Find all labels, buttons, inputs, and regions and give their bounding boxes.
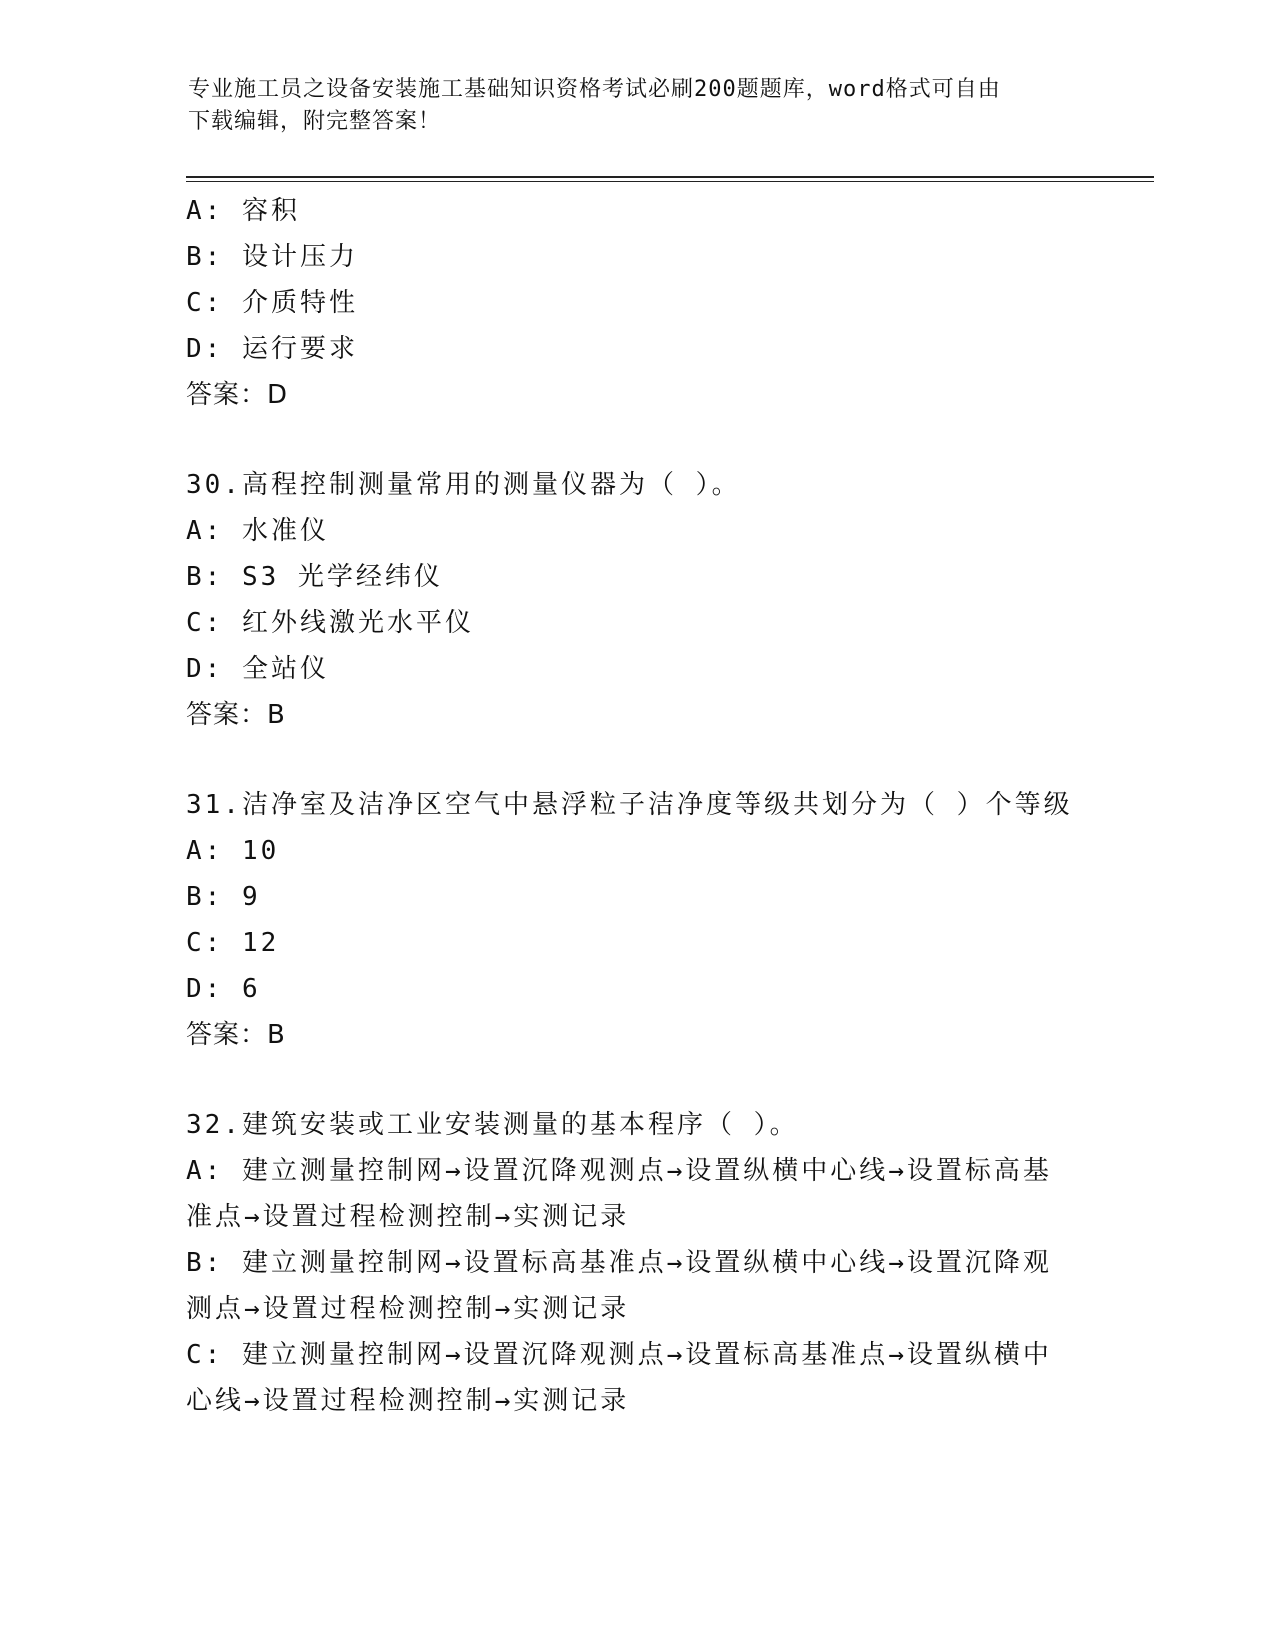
header-line-2: 下载编辑，附完整答案！ — [188, 109, 442, 134]
question-block — [186, 188, 1086, 418]
option-b: B: 建立测量控制网→设置标高基准点→设置纵横中心线→设置沉降观 — [186, 1248, 1052, 1278]
question-stem: 30.高程控制测量常用的测量仪器为（ ）。 — [186, 470, 741, 500]
question-block — [186, 1102, 1086, 1424]
question-block — [186, 462, 1086, 738]
option-d: D: 全站仪 — [186, 654, 329, 684]
option-c: C: 12 — [186, 928, 280, 958]
option-b: B: S3 光学经纬仪 — [186, 562, 443, 592]
question-stem: 32.建筑安装或工业安装测量的基本程序（ ）。 — [186, 1110, 799, 1140]
option-a: A: 水准仪 — [186, 516, 329, 546]
document-header — [188, 74, 1088, 138]
answer-line: 答案：B — [186, 1020, 286, 1050]
header-divider — [186, 176, 1154, 182]
option-b: B: 9 — [186, 882, 261, 912]
option-d: D: 运行要求 — [186, 334, 358, 364]
option-a-continued: 准点→设置过程检测控制→实测记录 — [186, 1202, 630, 1232]
answer-line: 答案：D — [186, 380, 289, 410]
answer-line: 答案：B — [186, 700, 286, 730]
question-block — [186, 782, 1086, 1058]
question-list — [186, 188, 1086, 1424]
option-a: A: 容积 — [186, 196, 300, 226]
option-b-continued: 测点→设置过程检测控制→实测记录 — [186, 1294, 630, 1324]
option-c: C: 建立测量控制网→设置沉降观测点→设置标高基准点→设置纵横中 — [186, 1340, 1052, 1370]
option-b: B: 设计压力 — [186, 242, 358, 272]
option-d: D: 6 — [186, 974, 261, 1004]
option-a: A: 10 — [186, 836, 280, 866]
header-line-1: 专业施工员之设备安装施工基础知识资格考试必刷200题题库，word格式可自由 — [188, 77, 1001, 102]
option-a: A: 建立测量控制网→设置沉降观测点→设置纵横中心线→设置标高基 — [186, 1156, 1052, 1186]
option-c-continued: 心线→设置过程检测控制→实测记录 — [186, 1386, 630, 1416]
question-stem: 31.洁净室及洁净区空气中悬浮粒子洁净度等级共划分为（ ）个等级 — [186, 790, 1073, 820]
option-c: C: 介质特性 — [186, 288, 358, 318]
option-c: C: 红外线激光水平仪 — [186, 608, 474, 638]
